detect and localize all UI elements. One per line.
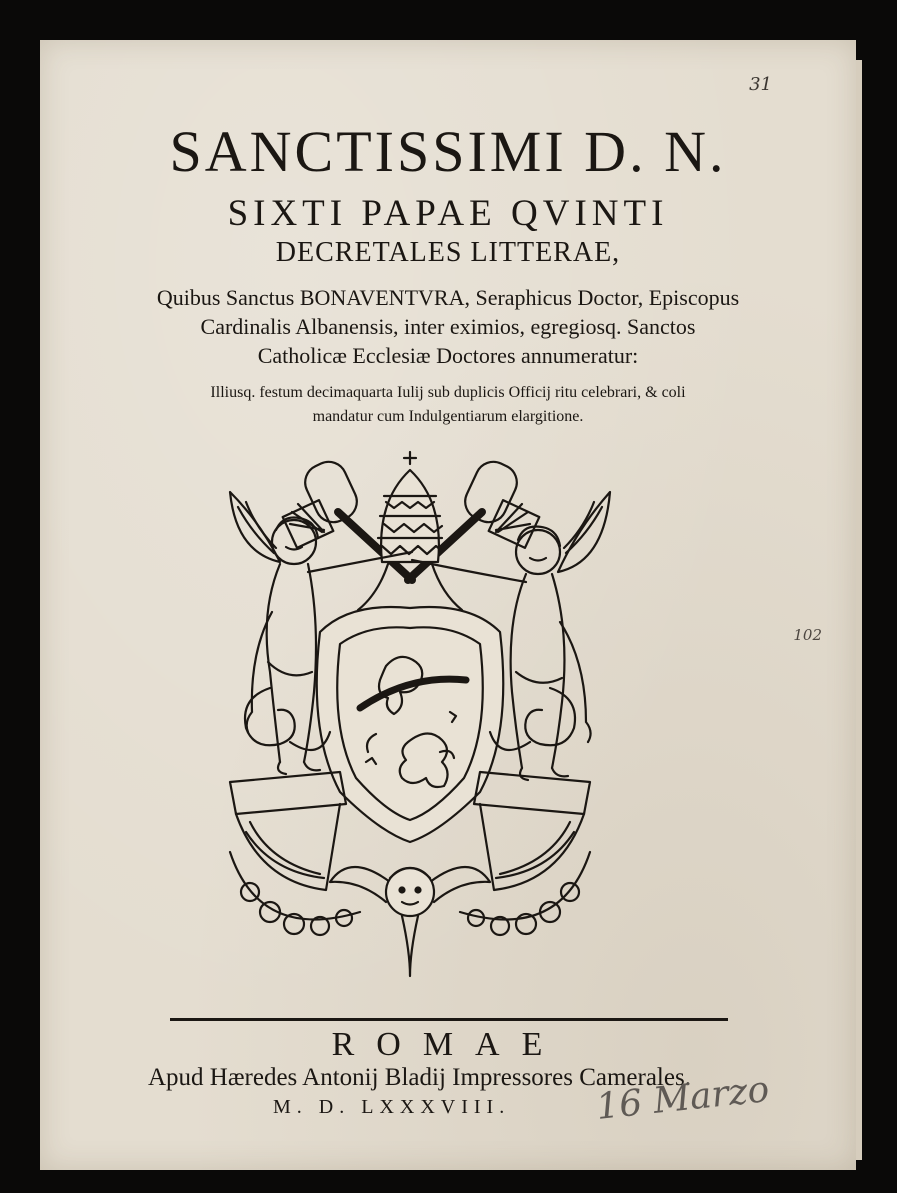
page-edge [856,60,862,1160]
imprint-place: ROMAE [331,1026,565,1063]
cherub-head-icon [330,867,490,976]
left-pedestal-icon [230,772,346,890]
body-line-3: Catholicæ Ecclesiæ Doctores annumeratur: [257,343,639,368]
papal-coat-of-arms-woodcut [190,412,630,982]
folio-number: 31 [749,74,772,95]
handwritten-date: 16 Marzo [594,1069,772,1128]
body-line-1: Quibus Sanctus BONAVENTVRA, Seraphicus Doctor, Episcopus [156,285,740,310]
papal-tiara-icon [358,452,462,610]
title-line-1: SANCTISSIMI D. N. [169,119,727,184]
sub-line-1: Illiusq. festum decimaquarta Iulij sub duplicis Officij ritu celebrari, & coli [210,384,686,401]
sub-line-2: mandatur cum Indulgentiarum elargitione. [312,408,584,425]
margin-number: 102 [793,626,822,644]
heraldic-shield-icon [317,607,504,842]
body-line-2: Cardinalis Albanensis, inter eximios, egregiosq. Sanctos [200,314,696,339]
title-page [40,40,856,1170]
imprint-year: M. D. LXXXVIII. [273,1096,511,1118]
title-line-3: DECRETALES LITTERAE, [275,237,621,268]
title-line-2: SIXTI PAPAE QVINTI [227,193,669,234]
horizontal-rule [170,1018,728,1021]
imprint-printer: Apud Hæredes Antonij Bladij Impressores Camerales. [148,1064,691,1091]
right-pedestal-icon [474,772,590,890]
